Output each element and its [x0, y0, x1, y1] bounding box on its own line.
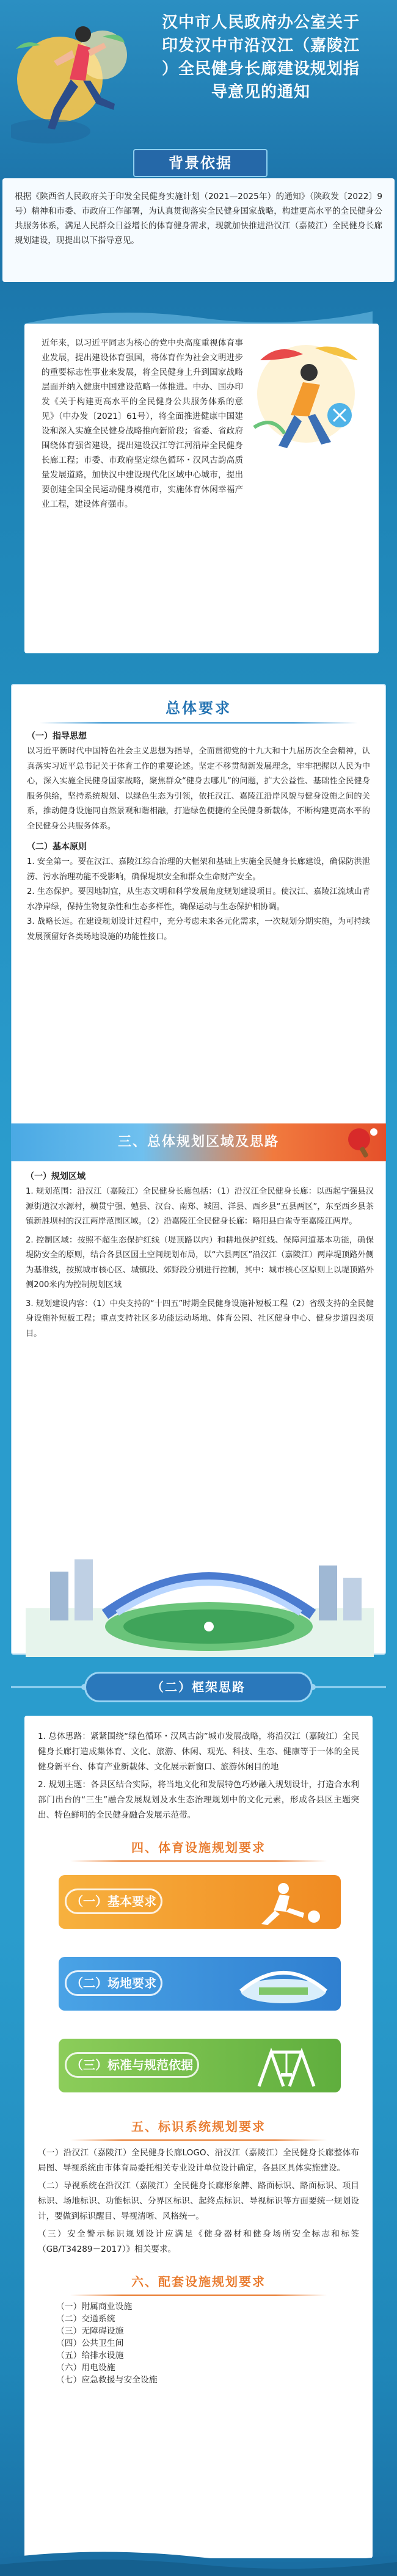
- control-text: 2. 控制区域：按照不超生态保护红线（堤顶路以内）和耕地保护红线、保障河道基本功能，确保堤防安全的原则，结合各县区国土空间规划布局，以“六县两区”沿汉江（嘉陵江）两岸堤顶路外侧为基准线，按照城市核心区、城镇段、郊野段分别进行控制，其中：城市核心区原则上以堤顶路外侧200米内为控制规划区域: [26, 1235, 374, 1290]
- playground-icon: [222, 2042, 332, 2090]
- requirements-pills: [38, 1867, 359, 2117]
- principle-text: 3. 战略长远。在建设规划设计过程中，充分考虑未来各元化需求，一次规划分期实施，为可持续发展预留好各类场地设施的功能性接口。: [27, 917, 370, 942]
- pill-label: （一）基本要求: [65, 1888, 162, 1914]
- pill-standard: [59, 2039, 341, 2092]
- framework-title: （二）框架思路: [84, 1672, 313, 1702]
- signage-text: （一）沿汉江（嘉陵江）全民健身长廊LOGO、沿汉江（嘉陵江）全民健身长廊整体布局图、导视系统由市体育局委托相关专业设计单位设计确定，各县区具体实施建设。: [38, 2148, 359, 2173]
- section-title: 总体要求: [166, 700, 231, 717]
- pill-label: （三）标准与规范依据: [65, 2052, 199, 2078]
- runner-illustration: [11, 12, 127, 147]
- divider: [40, 722, 357, 724]
- section5-title: 五、标识系统规划要求: [131, 2119, 266, 2134]
- section6-title: 六、配套设施规划要求: [131, 2274, 266, 2289]
- title-line: ）全民健身长廊建设规划指: [161, 60, 360, 78]
- framework-text: 1. 总体思路：紧紧围绕“绿色循环・汉风古韵”城市发展战略，将沿汉江（嘉陵江）全民健身长廊打造成集体育、文化、旅游、休闲、观光、科技、生态、健康等于一体的全民健身新平台、体育产业新载体、文化展示新窗口、旅游休闲目的地: [38, 1732, 359, 1772]
- list-item: （七）应急救援与安全设施: [56, 2375, 158, 2385]
- subsection-title: （一）指导思想: [27, 731, 87, 741]
- framework-card: [24, 1716, 373, 2558]
- page-title: [136, 11, 386, 104]
- title-line: 印发汉中市沿汉江（嘉陵江: [161, 37, 360, 55]
- list-item: （一）附属商业设施: [56, 2302, 133, 2312]
- framework-text: 2. 规划主题：各县区结合实际，将当地文化和发展特色巧妙融入规划设计，打造合水利部门出台的“三生”融合发展规划及水生态治理规划中的文化元素，形成各县区主题突出、特色鲜明的全民健身融合发展示范带。: [38, 1780, 359, 1820]
- background-text: 近年来，以习近平同志为核心的党中央高度重视体育事业发展，提出建设体育强国，将体育作为社会文明进步的重要标志性事业来发展，将全民健身上升到国家战略层面并纳入健康中国建设范略一体推进。中办、国办印发《关于构建更高水平的全民健身公共服务体系的意见》（中办发〔2021〕61号），将全面推进健康中国建设和深入实施全民健身战略推向新阶段；省委、省政府围绕体育强省建设，提出建设汉江等江河沿岸全民健身长廊工程；市委、市政府坚定绿色循环・汉风古韵高质量发展道路，加快汉中建设现代化区域中心城市，提出要创建全国全民运动健身模范市，实施体育休闲幸福产业工程，建设体育强市。: [42, 338, 243, 509]
- signage-text: （二）导视系统在沿汉江（嘉陵江）全民健身长廊形象牌、路面标识、路面标识、项目标识、场地标识、功能标识、分界区标识、起终点标识、导视标识等方面要统一规划设计，要做到标识醒目、导视清晰、风格统一。: [38, 2181, 359, 2221]
- list-item: （四）公共卫生间: [56, 2338, 124, 2348]
- pill-basic: [59, 1875, 341, 1929]
- intro-text: 根据《陕西省人民政府关于印发全民健身实施计划（2021—2025年）的通知》（陕政发〔2022〕9号）精神和市委、市政府工作部署，为认真贯彻落实全民健身国家战略，构建更高水平的全民健身公共服务体系，满足人民群众日益增长的体育健身需求，现就加快推进沿汉江（嘉陵江）全民健身长廊规划建设，现提出以下指导意见。: [15, 192, 382, 245]
- list-item: （六）用电设施: [56, 2363, 115, 2373]
- section3-banner-text: 三、总体规划区域及思路: [117, 1134, 279, 1150]
- principle-text: 1. 安全第一。要在汉江、嘉陵江综合治理的大框架和基础上实施全民健身长廊建设，确保防洪泄涝、污水治理功能不受影响，确保堤坝安全和群众生命财产安全。: [27, 857, 370, 882]
- section3-banner: [11, 1123, 386, 1161]
- divider: [70, 2139, 327, 2141]
- facilities-list: [38, 2301, 359, 2386]
- divider: [70, 1860, 327, 1862]
- list-item: （五）给排水设施: [56, 2351, 124, 2360]
- section3-body: [26, 1166, 374, 1341]
- pill-venue: [59, 1957, 341, 2011]
- sports-illustration: [242, 336, 370, 458]
- principle-text: 2. 生态保护。要因地制宜，从生态文明和科学发展角度规划建设项目。使汉江、嘉陵江流域山青水净岸绿，保持生物复杂性和生态多样性，确保运动与生态保护相协调。: [27, 887, 370, 912]
- signage-text: （三）安全警示标识规划设计应满足《健身器材和健身场所安全标志和标签（GB/T34289－2017）》相关要求。: [38, 2229, 359, 2254]
- list-item: （二）交通系统: [56, 2314, 115, 2324]
- overall-requirements-card: [11, 684, 386, 1655]
- guiding-text: 以习近平新时代中国特色社会主义思想为指导，全面贯彻党的十九大和十九届历次全会精神，认真落实习近平总书记关于体育工作的重要论述。坚定不移贯彻新发展理念，牢牢把握以人民为中心，深入实施全民健身国家战略，聚焦群众“健身去哪儿”的问题，扩大公益性、基础性全民健身服务供给，坚持系统规划、以绿色生态为引领，依托汉江、嘉陵江沿岸风貌与健身设施之间的关系，推动健身设施同自然景观和谐相融，打造绿色便捷的全民健身新载体，不断构建更高水平的全民健身公共服务体系。: [27, 747, 370, 831]
- pill-label: （二）场地要求: [65, 1970, 162, 1996]
- list-item: （三）无障碍设施: [56, 2326, 124, 2336]
- divider: [70, 2295, 327, 2296]
- title-line: 汉中市人民政府办公室关于: [161, 13, 360, 32]
- kick-icon: [222, 1879, 332, 1926]
- hero-header: [0, 0, 397, 147]
- subsection-title: （一）规划区域: [26, 1172, 86, 1181]
- stadium-icon: [222, 1961, 332, 2008]
- background-card: [24, 324, 379, 653]
- footer-wave: [0, 2546, 397, 2576]
- pingpong-icon: [343, 1126, 380, 1159]
- background-tag: 背景依据: [133, 149, 268, 177]
- scope-text: 1. 规划范围：沿汉江（嘉陵江）全民健身长廊包括：（1）沿汉江全民健身长廊：以西起宁强县汉源街道汉水源村，横贯宁强、勉县、汉台、南郑、城固、洋县、西乡县“五县两区”，东至西乡县茶镇新胜坝村的汉江两岸范围区域。（2）沿嘉陵江全民健身长廊：略阳县白雀寺至嘉陵江两岸。: [26, 1187, 374, 1226]
- title-line: 导意见的通知: [211, 83, 310, 101]
- stadium-illustration: [26, 1535, 374, 1657]
- subsection-title: （二）基本原则: [27, 842, 87, 852]
- content-text: 3. 规划建设内容：（1）中央支持的“十四五”时期全民健身设施补短板工程（2）省级支持的全民健身设施补短板工程；重点支持社区多功能运动场地、体育公园、社区健身中心、健身步道四类项目。: [26, 1299, 374, 1338]
- intro-card: [2, 178, 395, 282]
- section4-title: 四、体育设施规划要求: [131, 1840, 266, 1855]
